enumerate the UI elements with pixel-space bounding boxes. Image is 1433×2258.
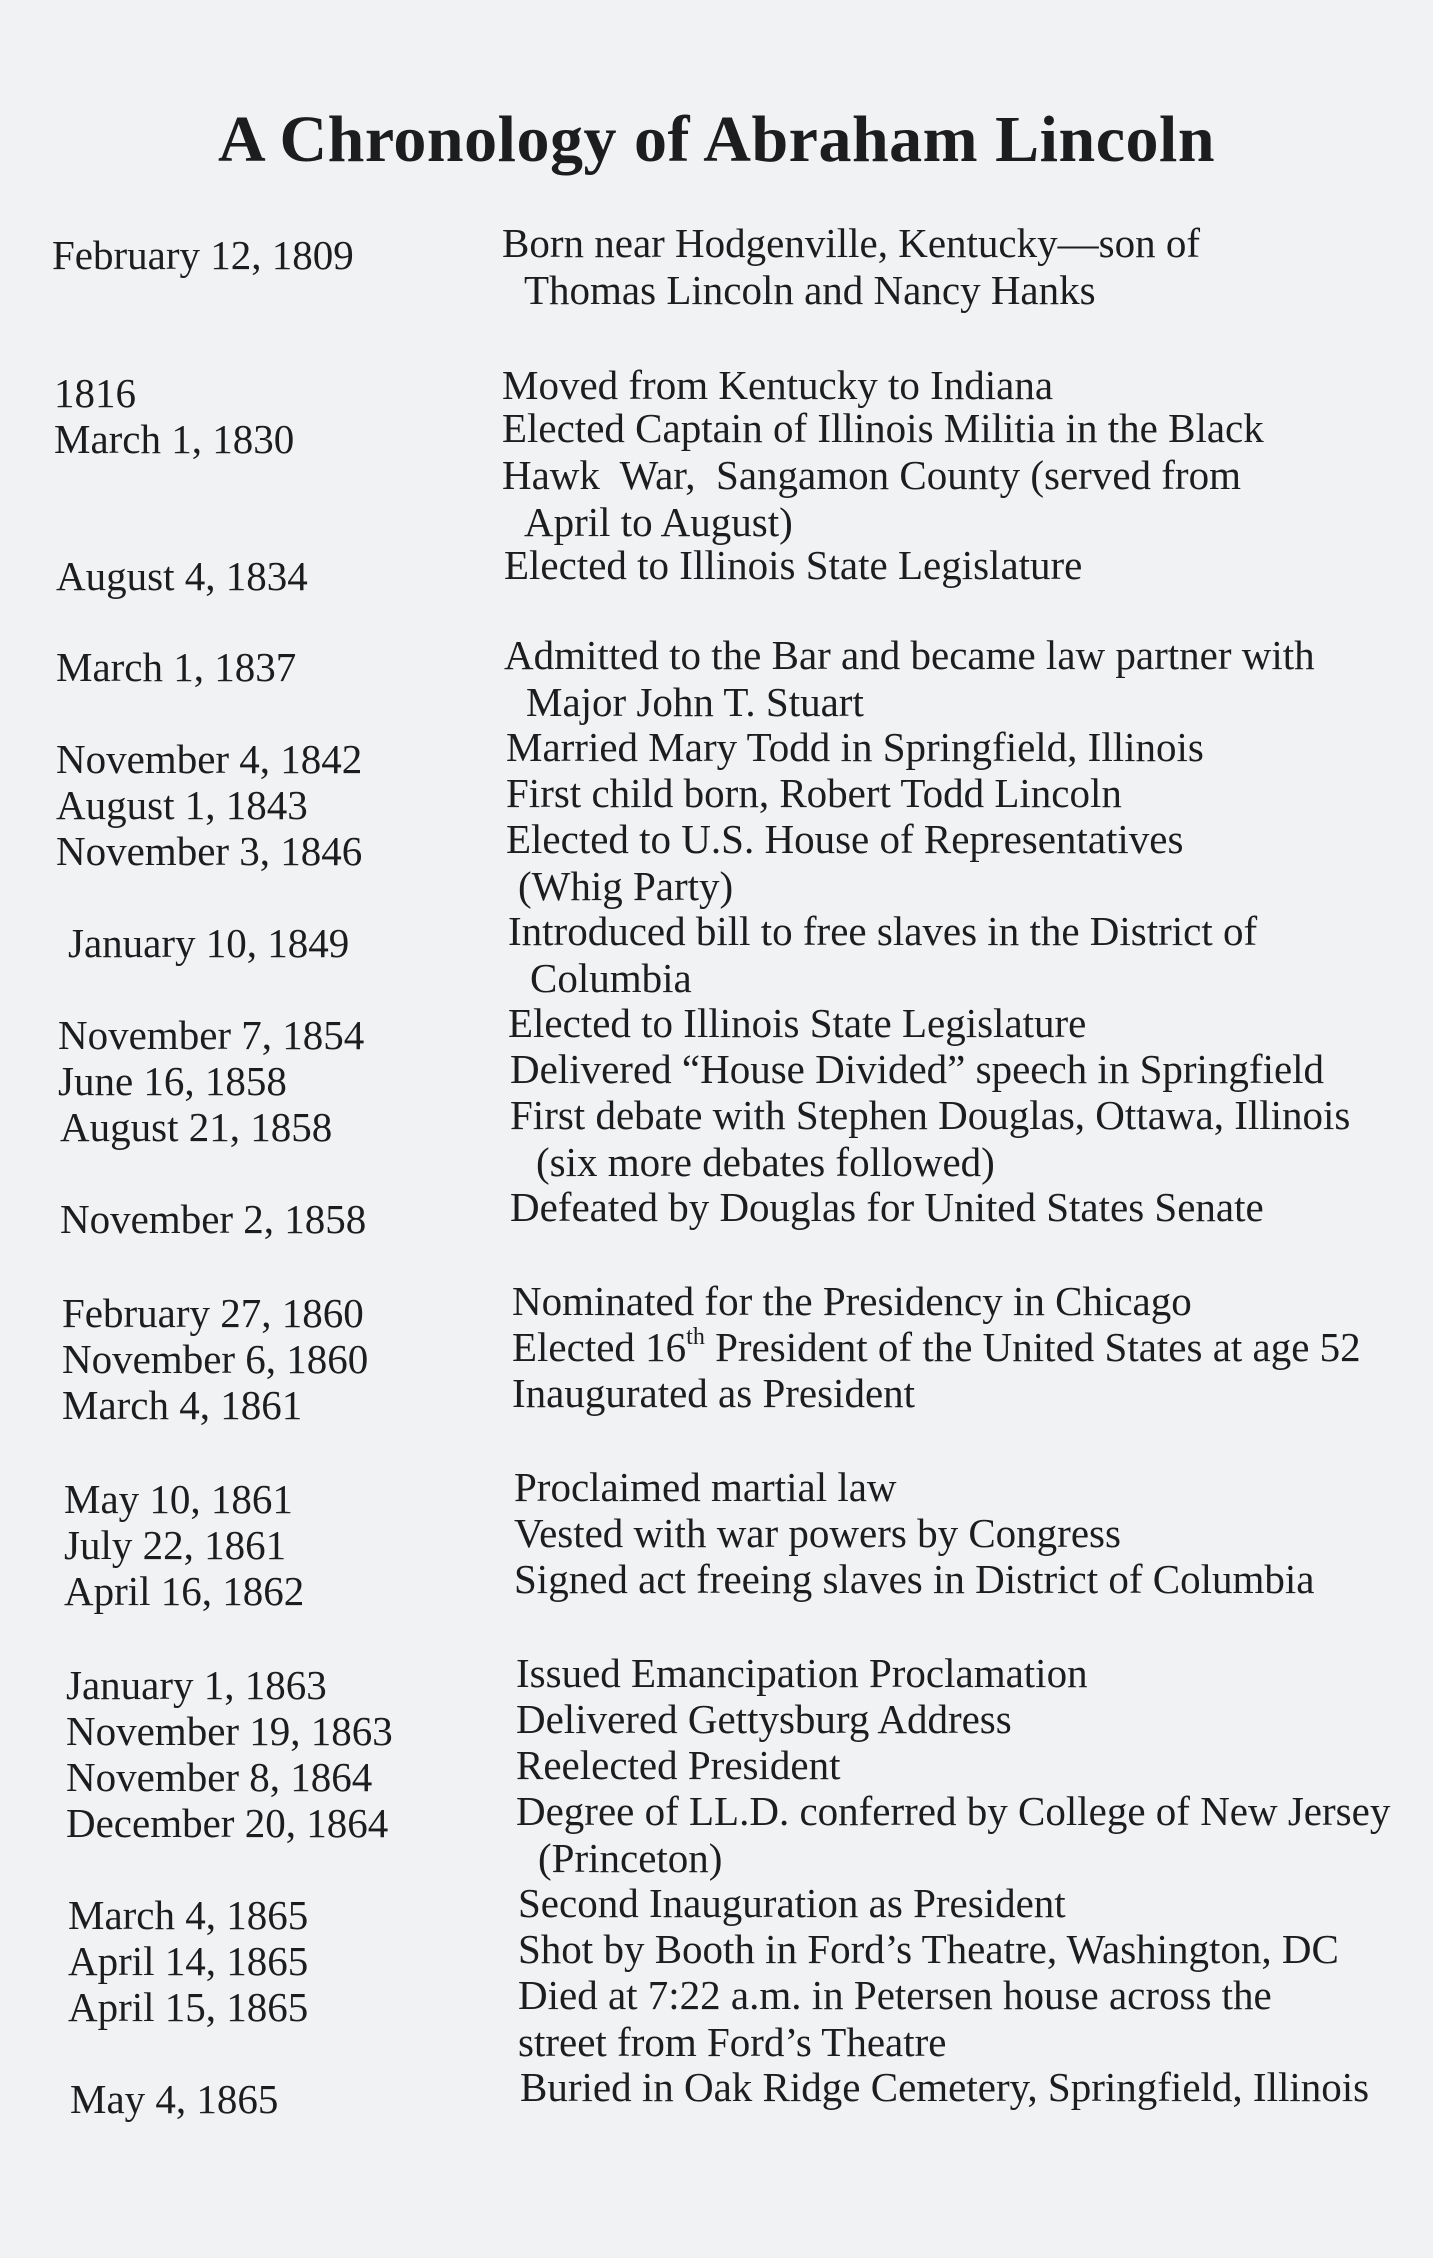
entry-description [502,220,1433,314]
entry-date: November 2, 1858 [60,1196,367,1242]
description-line: Delivered Gettysburg Address [516,1696,1012,1742]
entry-description [518,1972,1433,2066]
entry-description [512,1370,1433,1417]
description-line: (Princeton) [538,1835,723,1881]
page-title: A Chronology of Abraham Lincoln [217,103,1216,176]
description-text: President of the United States at age 52 [704,1324,1361,1370]
description-line: street from Ford’s Theatre [518,2019,947,2065]
entry-description [502,362,1433,409]
description-line: Introduced bill to free slaves in the District of [508,908,1258,954]
entry-description [518,1926,1433,1973]
entry-date: November 8, 1864 [66,1754,373,1800]
entry-description [506,724,1433,771]
entry-date: March 4, 1861 [62,1382,303,1428]
description-line: Born near Hodgenville, Kentucky—son of [502,220,1200,266]
entry-description [514,1464,1433,1511]
description-line: Nominated for the Presidency in Chicago [512,1278,1192,1324]
entry-description [520,2064,1433,2111]
entry-date: March 4, 1865 [68,1892,309,1938]
entry-description [514,1556,1433,1603]
description-line: Married Mary Todd in Springfield, Illinois [506,724,1204,770]
description-line: Buried in Oak Ridge Cemetery, Springfield, Illinois [520,2064,1370,2110]
description-line: Elected Captain of Illinois Militia in the Black [502,405,1264,451]
entry-date: January 1, 1863 [66,1662,327,1708]
description-line: (six more debates followed) [536,1139,995,1185]
entry-date: March 1, 1830 [54,416,295,462]
description-line: Vested with war powers by Congress [514,1510,1121,1556]
entry-description [516,1696,1433,1743]
description-line: Signed act freeing slaves in District of Columbia [514,1556,1315,1602]
description-line: April to August) [524,499,793,545]
description-line: Reelected President [516,1742,841,1788]
description-line: Elected to Illinois State Legislature [504,542,1083,588]
description-line: First debate with Stephen Douglas, Ottawa, Illinois [510,1092,1351,1138]
entry-description [506,816,1433,910]
description-line: Died at 7:22 a.m. in Petersen house across the [518,1972,1272,2018]
description-line: Issued Emancipation Proclamation [516,1650,1088,1696]
entry-date: May 10, 1861 [64,1476,293,1522]
entry-description [504,542,1433,589]
description-line: Inaugurated as President [512,1370,916,1416]
entry-date: April 16, 1862 [64,1568,305,1614]
description-line: First child born, Robert Todd Lincoln [506,770,1122,816]
entry-description [510,1092,1433,1186]
entry-date: July 22, 1861 [64,1522,287,1568]
entry-description [518,1880,1433,1927]
description-line: Columbia [530,955,692,1001]
entry-date: November 4, 1842 [56,736,363,782]
entry-date: November 6, 1860 [62,1336,369,1382]
entry-date: December 20, 1864 [66,1800,389,1846]
description-line: Defeated by Douglas for United States Senate [510,1184,1264,1230]
entry-description [510,1184,1433,1231]
entry-description [506,770,1433,817]
description-line: Elected to Illinois State Legislature [508,1000,1087,1046]
entry-date: August 21, 1858 [60,1104,333,1150]
entry-description [512,1324,1433,1371]
entry-date: January 10, 1849 [68,920,350,966]
description-line: Elected to U.S. House of Representatives [506,816,1184,862]
entry-description [508,1000,1433,1047]
entry-description [512,1278,1433,1325]
description-line: Admitted to the Bar and became law partner with [504,632,1315,678]
entry-date: November 7, 1854 [58,1012,365,1058]
description-text: Elected 16 [512,1324,687,1370]
entry-date: February 12, 1809 [52,232,354,278]
entry-date: February 27, 1860 [62,1290,364,1336]
entry-date: June 16, 1858 [58,1058,287,1104]
description-line [512,1324,1433,1371]
entry-description [516,1742,1433,1789]
entry-description [510,1046,1433,1093]
description-line: (Whig Party) [518,863,734,909]
entry-date: March 1, 1837 [56,644,297,690]
entry-date: April 14, 1865 [68,1938,309,1984]
description-line: Shot by Booth in Ford’s Theatre, Washington, DC [518,1926,1339,1972]
entry-date: August 4, 1834 [56,553,308,599]
description-line: Delivered “House Divided” speech in Springfield [510,1046,1325,1092]
entry-description [516,1788,1433,1882]
description-line: Proclaimed martial law [514,1464,897,1510]
entry-date: May 4, 1865 [70,2076,279,2122]
description-line: Hawk War, Sangamon County (served from [502,452,1241,498]
description-line: Second Inauguration as President [518,1880,1066,1926]
entry-description [508,908,1433,1002]
description-line: Thomas Lincoln and Nancy Hanks [524,267,1096,313]
entry-description [514,1510,1433,1557]
entry-description [504,632,1433,726]
entry-date: April 15, 1865 [68,1984,309,2030]
description-line: Moved from Kentucky to Indiana [502,362,1054,408]
entry-date: November 3, 1846 [56,828,363,874]
description-line: Major John T. Stuart [526,679,864,725]
entry-date: November 19, 1863 [66,1708,393,1754]
description-line: Degree of LL.D. conferred by College of New Jersey [516,1788,1391,1834]
ordinal-suffix: th [686,1324,705,1351]
entry-description [502,405,1433,546]
entry-date: 1816 [54,370,136,416]
entry-date: August 1, 1843 [56,782,308,828]
entry-description [516,1650,1433,1697]
